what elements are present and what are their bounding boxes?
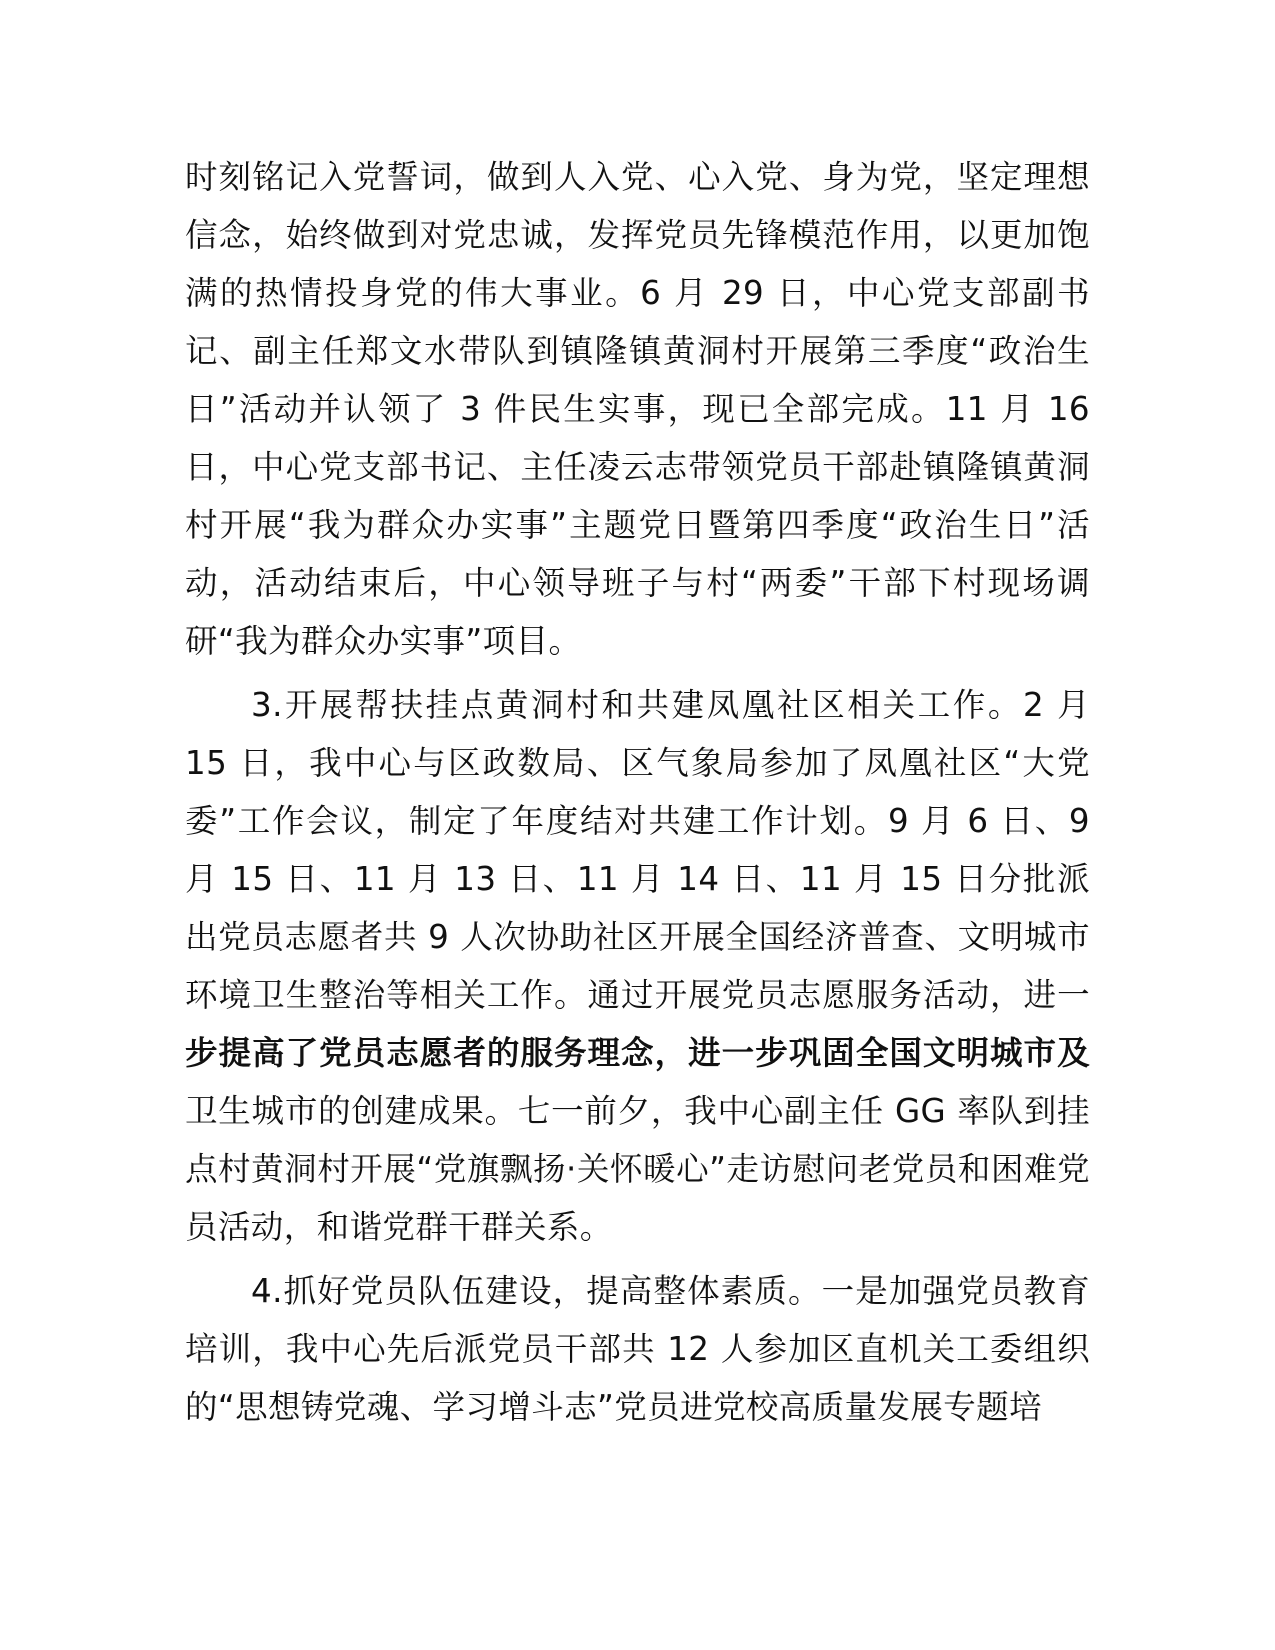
paragraph-text: 4.抓好党员队伍建设，提高整体素质。一是加强党员教育培训，我中心先后派党员干部共 12 人参加区直机关工委组织的“思想铸党魂、学习增斗志”党员进党校高质量发展专题培: [185, 1272, 1090, 1426]
paragraph-text: 3.开展帮扶挂点黄洞村和共建凤凰社区相关工作。2 月 15 日，我中心与区政数局、区气象局参加了凤凰社区“大党委”工作会议，制定了年度结对共建工作计划。9 月 6 日、9 月 15 日、11 月 13 日、11 月 14 日、11 月 15 日分批派出党员志愿者共 9 人次协助社区开展全国经济普查、文明城市环境卫生整治等相关工作。通过开展党员志愿服务活动，进一: [185, 686, 1090, 1014]
paragraph-item-4-team-building: [185, 1262, 1090, 1436]
paragraph-text: 卫生城市的创建成果。七一前夕，我中心副主任 GG 率队到挂点村黄洞村开展“党旗飘扬·关怀暖心”走访慰问老党员和困难党员活动，和谐党群干群关系。: [185, 1092, 1090, 1246]
paragraph-bold-text: 步提高了党员志愿者的服务理念，进一步巩固全国文明城市及: [185, 1034, 1090, 1072]
paragraph-item-3-community-work: [185, 676, 1090, 1256]
paragraph-party-activities: [185, 148, 1090, 670]
paragraph-text: 时刻铭记入党誓词，做到人入党、心入党、身为党，坚定理想信念，始终做到对党忠诚，发挥党员先锋模范作用，以更加饱满的热情投身党的伟大事业。6 月 29 日，中心党支部副书记、副主任郑文水带队到镇隆镇黄洞村开展第三季度“政治生日”活动并认领了 3 件民生实事，现已全部完成。11 月 16 日，中心党支部书记、主任凌云志带领党员干部赴镇隆镇黄洞村开展“我为群众办实事”主题党日暨第四季度“政治生日”活动，活动结束后，中心领导班子与村“两委”干部下村现场调研“我为群众办实事”项目。: [185, 158, 1090, 660]
document-body: [185, 148, 1090, 1436]
